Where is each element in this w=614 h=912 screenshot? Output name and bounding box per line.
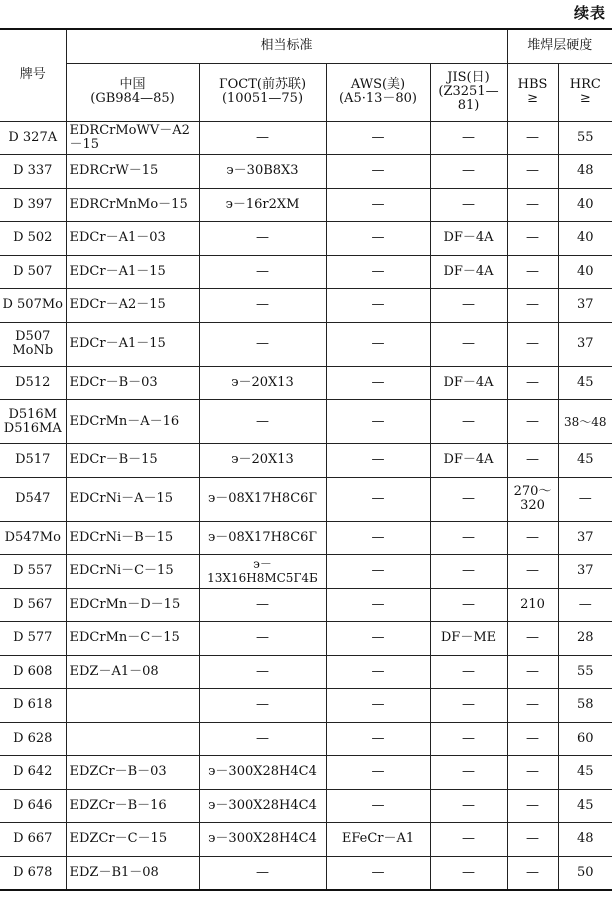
aws-standard-cell: EFeCr－A1 — [326, 823, 430, 857]
china-standard-cell — [66, 689, 199, 723]
hbs-cell: — — [507, 689, 558, 723]
china-standard-cell: EDZ－B1－08 — [66, 856, 199, 890]
brand-cell: D512 — [0, 366, 66, 400]
hbs-cell: — — [507, 444, 558, 478]
gost-standard-cell: — — [199, 722, 326, 756]
table-row — [0, 588, 612, 622]
china-standard-cell: EDCr－B－15 — [66, 444, 199, 478]
hrc-cell: 28 — [558, 622, 612, 656]
hbs-header-cmp: ≥ — [527, 91, 538, 106]
hrc-cell: 45 — [558, 789, 612, 823]
gost-standard-cell: — — [199, 400, 326, 444]
china-standard-cell: EDCr－A1－15 — [66, 255, 199, 289]
hbs-cell: — — [507, 255, 558, 289]
aws-standard-cell: — — [326, 255, 430, 289]
aws-standard-cell: — — [326, 322, 430, 366]
gost-standard-cell: э－08X17H8C6Г — [199, 477, 326, 521]
aws-standard-cell: — — [326, 366, 430, 400]
brand-cell: D 557 — [0, 555, 66, 589]
hbs-cell: — — [507, 722, 558, 756]
table-row — [0, 622, 612, 656]
aws-standard-cell: — — [326, 521, 430, 555]
table-row — [0, 222, 612, 256]
china-standard-cell: EDZ－A1－08 — [66, 655, 199, 689]
table-row — [0, 322, 612, 366]
gost-standard-cell: — — [199, 856, 326, 890]
aws-standard-cell: — — [326, 222, 430, 256]
gost-standard-cell: э－30B8X3 — [199, 155, 326, 189]
gost-header-title: ГОСТ(前苏联) — [218, 77, 307, 92]
brand-cell: D516M D516MA — [0, 400, 66, 444]
aws-header-std: (A5·13－80) — [338, 91, 418, 106]
hrc-cell: 37 — [558, 521, 612, 555]
gost-standard-cell: — — [199, 322, 326, 366]
hrc-header-cmp: ≥ — [579, 91, 591, 106]
hbs-cell: — — [507, 222, 558, 256]
hbs-cell: — — [507, 289, 558, 323]
hbs-cell: 270～320 — [507, 477, 558, 521]
gost-standard-cell: — — [199, 121, 326, 155]
gost-standard-cell: — — [199, 289, 326, 323]
china-standard-cell — [66, 722, 199, 756]
gost-standard-cell: э－300X28H4C4 — [199, 789, 326, 823]
table-row — [0, 121, 612, 155]
hbs-cell: — — [507, 756, 558, 790]
jis-standard-cell: DF－4A — [430, 366, 507, 400]
hbs-cell: — — [507, 155, 558, 189]
aws-standard-cell: — — [326, 789, 430, 823]
china-standard-cell: EDCrMn－D－15 — [66, 588, 199, 622]
gost-standard-cell: э－20X13 — [199, 366, 326, 400]
jis-standard-cell: — — [430, 856, 507, 890]
table-body — [0, 121, 612, 890]
china-standard-cell: EDCrMn－A－16 — [66, 400, 199, 444]
jis-standard-cell: — — [430, 477, 507, 521]
china-standard-cell: EDCrNi－B－15 — [66, 521, 199, 555]
gost-standard-cell: — — [199, 222, 326, 256]
hrc-cell: — — [558, 477, 612, 521]
table-row — [0, 366, 612, 400]
continued-label: 续表 — [573, 4, 606, 22]
jis-standard-cell: — — [430, 722, 507, 756]
china-header-std: (GB984—85) — [90, 91, 175, 106]
hbs-cell: — — [507, 121, 558, 155]
table-row — [0, 289, 612, 323]
gost-header — [199, 63, 326, 121]
brand-cell: D547 — [0, 477, 66, 521]
aws-standard-cell: — — [326, 477, 430, 521]
hbs-cell: — — [507, 366, 558, 400]
jis-standard-cell: — — [430, 789, 507, 823]
hrc-cell: — — [558, 588, 612, 622]
brand-cell: D 628 — [0, 722, 66, 756]
aws-standard-cell: — — [326, 155, 430, 189]
brand-cell: D 327A — [0, 121, 66, 155]
table-row — [0, 477, 612, 521]
brand-cell: D 577 — [0, 622, 66, 656]
china-standard-cell: EDCr－A1－03 — [66, 222, 199, 256]
gost-standard-cell: э－16r2XM — [199, 188, 326, 222]
hrc-cell: 60 — [558, 722, 612, 756]
aws-standard-cell: — — [326, 188, 430, 222]
hbs-cell: — — [507, 188, 558, 222]
table-row — [0, 756, 612, 790]
table-row — [0, 722, 612, 756]
jis-standard-cell: — — [430, 655, 507, 689]
china-header — [66, 63, 199, 121]
aws-standard-cell: — — [326, 689, 430, 723]
hrc-cell: 55 — [558, 655, 612, 689]
china-standard-cell: EDCrMn－C－15 — [66, 622, 199, 656]
hrc-cell: 48 — [558, 823, 612, 857]
jis-header-title: JIS(日) — [447, 70, 490, 85]
hbs-cell: — — [507, 856, 558, 890]
table-row — [0, 521, 612, 555]
brand-cell: D547Mo — [0, 521, 66, 555]
table-row — [0, 444, 612, 478]
brand-cell: D 646 — [0, 789, 66, 823]
hrc-cell: 37 — [558, 555, 612, 589]
hrc-cell: 50 — [558, 856, 612, 890]
hrc-cell: 38～48 — [558, 400, 612, 444]
jis-standard-cell: — — [430, 689, 507, 723]
jis-standard-cell: — — [430, 155, 507, 189]
jis-standard-cell: — — [430, 121, 507, 155]
hrc-cell: 45 — [558, 366, 612, 400]
jis-standard-cell: — — [430, 400, 507, 444]
hbs-cell: — — [507, 789, 558, 823]
brand-cell: D517 — [0, 444, 66, 478]
aws-standard-cell: — — [326, 121, 430, 155]
brand-header: 牌号 — [0, 29, 66, 121]
china-standard-cell: EDCrNi－A－15 — [66, 477, 199, 521]
gost-standard-cell: э－13X16H8MC5Г4Б — [199, 555, 326, 589]
brand-cell: D 667 — [0, 823, 66, 857]
hrc-cell: 45 — [558, 756, 612, 790]
brand-cell: D507 MoNb — [0, 322, 66, 366]
brand-cell: D 608 — [0, 655, 66, 689]
gost-standard-cell: — — [199, 255, 326, 289]
china-standard-cell: EDCr－A2－15 — [66, 289, 199, 323]
table-row — [0, 555, 612, 589]
china-standard-cell: EDCr－A1－15 — [66, 322, 199, 366]
aws-standard-cell: — — [326, 400, 430, 444]
hrc-cell: 37 — [558, 322, 612, 366]
brand-cell: D 642 — [0, 756, 66, 790]
hrc-header-title: HRC — [569, 77, 601, 92]
gost-standard-cell: — — [199, 655, 326, 689]
brand-cell: D 618 — [0, 689, 66, 723]
hbs-cell: — — [507, 555, 558, 589]
hbs-cell: — — [507, 400, 558, 444]
hrc-cell: 48 — [558, 155, 612, 189]
hrc-header — [558, 63, 612, 121]
brand-cell: D 678 — [0, 856, 66, 890]
table-row — [0, 789, 612, 823]
jis-standard-cell: DF－4A — [430, 255, 507, 289]
jis-standard-cell: DF－ME — [430, 622, 507, 656]
jis-standard-cell: DF－4A — [430, 444, 507, 478]
table-row — [0, 155, 612, 189]
hrc-cell: 37 — [558, 289, 612, 323]
gost-header-std: (10051—75) — [221, 91, 304, 106]
hbs-header — [507, 63, 558, 121]
hrc-cell: 45 — [558, 444, 612, 478]
aws-header-title: AWS(美) — [350, 77, 406, 92]
table-row — [0, 400, 612, 444]
brand-cell: D 507Mo — [0, 289, 66, 323]
table-row — [0, 856, 612, 890]
brand-cell: D 337 — [0, 155, 66, 189]
china-standard-cell: EDRCrW－15 — [66, 155, 199, 189]
hbs-cell: — — [507, 655, 558, 689]
aws-standard-cell: — — [326, 588, 430, 622]
hbs-header-title: HBS — [517, 77, 548, 92]
gost-standard-cell: э－300X28H4C4 — [199, 823, 326, 857]
hrc-cell: 55 — [558, 121, 612, 155]
jis-standard-cell: — — [430, 588, 507, 622]
brand-cell: D 567 — [0, 588, 66, 622]
aws-standard-cell: — — [326, 655, 430, 689]
aws-standard-cell: — — [326, 444, 430, 478]
hbs-cell: — — [507, 521, 558, 555]
jis-standard-cell: — — [430, 823, 507, 857]
china-header-title: 中国 — [119, 77, 146, 92]
hbs-cell: — — [507, 823, 558, 857]
aws-standard-cell: — — [326, 856, 430, 890]
hbs-cell: — — [507, 622, 558, 656]
jis-standard-cell: — — [430, 756, 507, 790]
aws-standard-cell: — — [326, 722, 430, 756]
aws-header — [326, 63, 430, 121]
jis-standard-cell: — — [430, 289, 507, 323]
related-standards-header: 相当标准 — [66, 29, 507, 63]
table-row — [0, 689, 612, 723]
gost-standard-cell: э－20X13 — [199, 444, 326, 478]
jis-standard-cell: — — [430, 188, 507, 222]
china-standard-cell: EDCrNi－C－15 — [66, 555, 199, 589]
aws-standard-cell: — — [326, 555, 430, 589]
jis-standard-cell: — — [430, 521, 507, 555]
gost-standard-cell: — — [199, 588, 326, 622]
brand-cell: D 397 — [0, 188, 66, 222]
gost-standard-cell: — — [199, 622, 326, 656]
china-standard-cell: EDZCr－C－15 — [66, 823, 199, 857]
gost-standard-cell: — — [199, 689, 326, 723]
jis-standard-cell: — — [430, 322, 507, 366]
jis-header — [430, 63, 507, 121]
table-row — [0, 655, 612, 689]
hrc-cell: 40 — [558, 255, 612, 289]
welding-rod-standards-table — [0, 28, 612, 891]
brand-cell: D 507 — [0, 255, 66, 289]
table-row — [0, 255, 612, 289]
hrc-cell: 40 — [558, 188, 612, 222]
table-row — [0, 823, 612, 857]
gost-standard-cell: э－300X28H4C4 — [199, 756, 326, 790]
table-row — [0, 188, 612, 222]
jis-header-std: (Z3251—81) — [438, 84, 499, 113]
china-standard-cell: EDZCr－B－16 — [66, 789, 199, 823]
hrc-cell: 40 — [558, 222, 612, 256]
aws-standard-cell: — — [326, 289, 430, 323]
hbs-cell: 210 — [507, 588, 558, 622]
china-standard-cell: EDCr－B－03 — [66, 366, 199, 400]
jis-standard-cell: DF－4A — [430, 222, 507, 256]
china-standard-cell: EDRCrMnMo－15 — [66, 188, 199, 222]
aws-standard-cell: — — [326, 622, 430, 656]
hardness-header: 堆焊层硬度 — [507, 29, 612, 63]
china-standard-cell: EDRCrMoWV－A2－15 — [66, 121, 199, 155]
jis-standard-cell: — — [430, 555, 507, 589]
gost-standard-cell: э－08X17H8C6Г — [199, 521, 326, 555]
hrc-cell: 58 — [558, 689, 612, 723]
china-standard-cell: EDZCr－B－03 — [66, 756, 199, 790]
aws-standard-cell: — — [326, 756, 430, 790]
brand-cell: D 502 — [0, 222, 66, 256]
hbs-cell: — — [507, 322, 558, 366]
